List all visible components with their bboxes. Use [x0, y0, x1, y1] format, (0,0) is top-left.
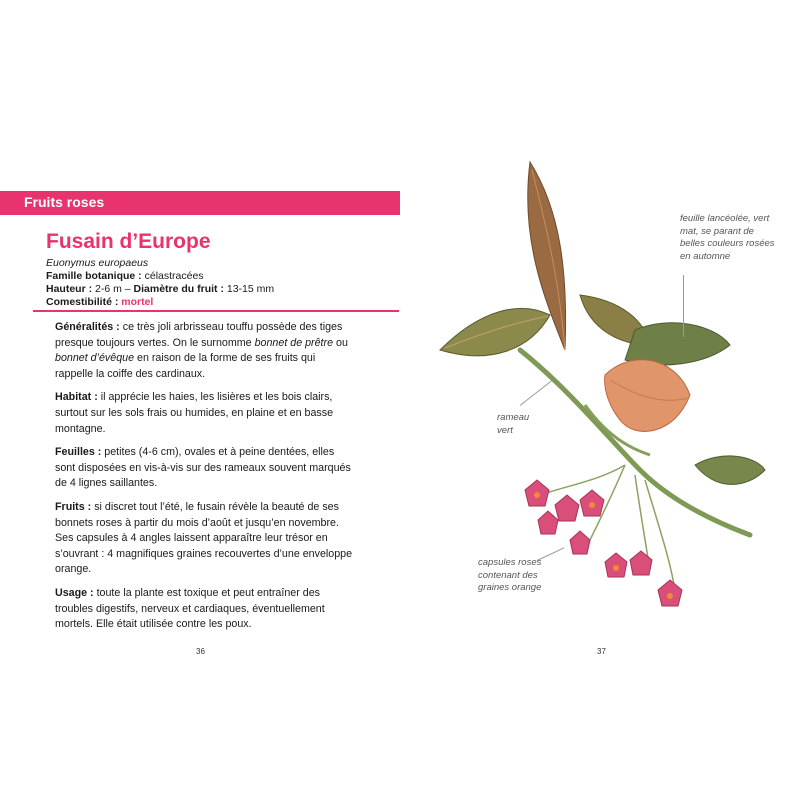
edibility-line: [46, 296, 153, 308]
paragraph-usage: [55, 586, 355, 633]
header-rule: [33, 310, 399, 312]
species-title: Fusain d’Europe: [46, 230, 211, 253]
description-body: [55, 320, 355, 641]
generalites-label: Généralités :: [55, 321, 120, 333]
seed-4: [667, 593, 673, 599]
edibility-value: mortel: [118, 296, 154, 308]
leaf-lower-right: [695, 456, 765, 484]
usage-label: Usage :: [55, 586, 94, 599]
height-label: Hauteur :: [46, 283, 93, 295]
family-value: célastracées: [141, 270, 204, 282]
capsule-4: [538, 511, 558, 534]
diameter-value: 13-15 mm: [223, 283, 275, 295]
stalk-1: [540, 465, 625, 495]
seed-3: [613, 565, 619, 571]
fruits-label: Fruits :: [55, 500, 92, 513]
caption-leaf: feuille lancéolée, vert mat, se parant de belles couleurs rosées en automne: [680, 213, 775, 262]
generalites-text-3: en raison de la forme de ses fruits qui rappelle la coiffe des cardinaux.: [55, 352, 316, 380]
leaf-left: [440, 308, 550, 355]
generalites-nickname-2: bonnet d’évêque: [55, 352, 135, 365]
usage-text: toute la plante est toxique et peut entraîner des troubles digestifs, nerveux et cardiaques, éventuellement mortels. Elle était utilisée contre les poux.: [55, 586, 325, 631]
fruits-text: si discret tout l’été, le fusain révèle la beauté de ses bonnets roses à partir du mois d’août et jusqu’en novembre. Ses capsules à 4 angles laissent apparaître leur trésor en s’ouvrant : 4 magnifiques graines recouvertes d’une enveloppe orange.: [55, 500, 353, 576]
leader-leaf: [683, 275, 684, 337]
paragraph-generalites: [55, 320, 355, 382]
feuilles-label: Feuilles :: [55, 446, 102, 459]
caption-capsules: capsules roses contenant des graines orange: [478, 557, 542, 593]
paragraph-habitat: [55, 390, 355, 437]
generalites-text-2: ou: [333, 336, 348, 349]
habitat-label: Habitat :: [55, 391, 98, 404]
seed-2: [589, 502, 595, 508]
capsule-7: [630, 551, 652, 575]
capsule-5: [570, 531, 590, 554]
paragraph-feuilles: [55, 445, 355, 492]
capsule-2: [555, 495, 579, 521]
latin-name: Euonymus europaeus: [46, 257, 149, 269]
page-number-left: 36: [196, 647, 205, 656]
family-label: Famille botanique :: [46, 270, 142, 282]
leaf-autumn: [605, 360, 690, 432]
section-band: [0, 191, 400, 215]
leaf-right-green: [625, 323, 730, 365]
seed-1: [534, 492, 540, 498]
height-value: 2-6 m –: [92, 283, 134, 295]
page-number-right: 37: [597, 647, 606, 656]
diameter-label: Diamètre du fruit :: [133, 283, 224, 295]
feuilles-text: petites (4-6 cm), ovales et à peine dentées, elles sont disposées en vis-à-vis sur des rameaux souvent marqués de 4 lignes saillantes.: [55, 446, 351, 490]
edibility-label: Comestibilité :: [46, 296, 119, 308]
caption-branch: rameau vert: [497, 412, 530, 436]
section-title: Fruits roses: [24, 194, 105, 210]
paragraph-fruits: [55, 500, 355, 578]
size-line: [46, 283, 274, 295]
generalites-nickname-1: bonnet de prêtre: [254, 336, 334, 349]
family-line: [46, 270, 204, 282]
habitat-text: il apprécie les haies, les lisières et les bois clairs, surtout sur les sols frais ou humides, en plaine et en basse montagne.: [55, 391, 334, 435]
generalites-text-1: ce très joli arbrisseau touffu possède des tiges presque toujours vertes. On le surnomme: [55, 321, 343, 349]
